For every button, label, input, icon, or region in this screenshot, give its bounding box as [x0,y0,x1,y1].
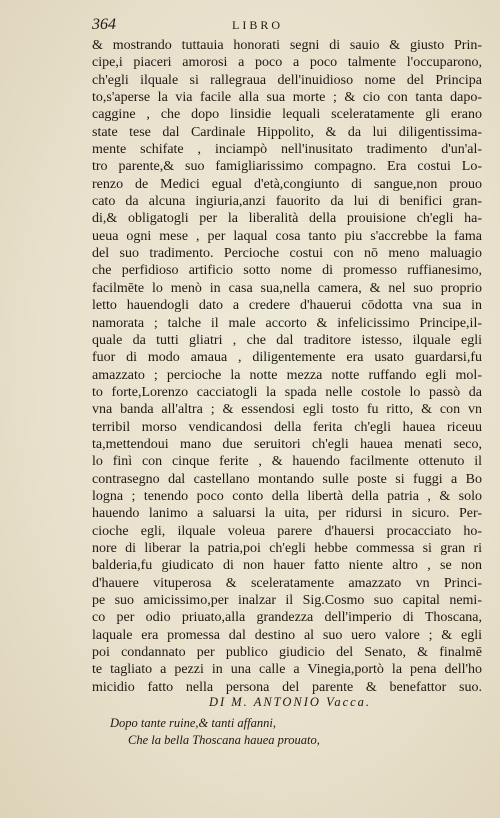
text-line: nore di liberar la patria,poi ch'egli hebbe commessa si gran ri [92,540,482,556]
text-line: vna banda all'altra ; & essendosi egli tosto fu ritto, & con vn [92,402,482,418]
text-line: contrasegno dal castellano montando sulle poste si fuggi a Bo [92,471,482,487]
text-line: ta,mettendoui mano due seruitori ch'egli hauea menati seco, [92,436,482,452]
text-line: quale da tutti gliatri , che dal traditore istesso, ilquale egli [92,332,482,348]
text-line: d'hauere vituperosa & sceleratamente amazzato vn Princi- [92,575,482,591]
author-signature: DI M. ANTONIO Vacca. [208,695,372,709]
text-line: facilmēte lo menò in casa sua,nella camera, & nel suo proprio [92,280,482,296]
text-line: letto hauendogli dato a credere d'hauerui cōdotta vna sua in [92,298,482,314]
text-line: poi condannato per publico giudicio del Senato, & finalmē [92,645,482,661]
text-line: state tese dal Cardinale Hippolito, & da lui diligentissima- [92,124,482,140]
text-line: to forte,Lorenzo cacciatogli la spada nelle costole lo passò da [92,384,482,400]
text-line: to,s'aperse la via facile alla sua morte ; & cio con tanta dapo- [92,90,482,106]
text-line: mente schifate , inciampò nell'inusitato tradimento d'un'al- [92,142,482,158]
body-text [92,37,482,696]
verse-line: Che la bella Thoscana hauea prouato, [128,733,320,747]
text-line: pe suo amicissimo,per inalzar il Sig.Cosmo suo capital nemi- [92,593,482,608]
text-line: del suo tradimento. Percioche costui con nō meno maluagio [92,246,482,262]
verse-line: Dopo tante ruine,& tanti affanni, [110,716,276,730]
text-line: laquale era promessa dal destino al suo uero valore ; & egli [92,627,482,643]
text-line: logna ; tenendo poco conto della libertà della patria , & solo [92,488,482,504]
text-line: hauendo lanimo a saluarsi la uita, per ridursi in sicuro. Per- [92,506,482,522]
page-header [92,16,482,36]
text-line: balderia,fu giudicato di non hauer fatto niente altro , se non [92,558,482,574]
text-line: tro parente,& suo famigliarissimo compagno. Era costui Lo- [92,159,482,175]
running-head: LIBRO [232,18,283,32]
text-line: co per odio priuato,alla grandezza dell'imperio di Thoscana, [92,610,482,626]
text-line: cato da alcuna ingiuria,anzi fauorito da lui di benifici gran- [92,194,482,210]
text-line: renzo de Medici egual d'età,congiunto di sangue,non prouo [92,176,482,192]
page-number: 364 [92,16,116,33]
text-line: fuor di modo amaua , diligentemente era usato guardarsi,fu [92,350,482,366]
text-line: & mostrando tuttauia honorati segni di sauio & giusto Prin- [92,38,482,53]
text-line: terribil morso vendicandosi della ferita ch'egli hauea riceuu [92,419,482,435]
verse-block [110,715,370,749]
text-line: ch'egli ilquale si rallegraua dell'inuidioso nome del Principa [92,72,482,88]
text-line: amazzato ; percioche la notte mezza notte ruffando egli mol- [92,367,482,383]
text-line: di,& obligatogli per la liberalità della prouisione ch'egli ha- [92,211,482,227]
text-line: lo finì con cinque ferite , & hauendo facilmente ottenuto il [92,454,482,470]
text-line: cipe,i piaceri amorosi a poco a poco talmente l'occuparono, [92,55,482,71]
text-line: caggine , che dopo linsidie lequali sceleratamente gli erano [92,107,482,123]
text-line: te tagliato a pezzi in una calle a Vinegia,portò la pena dell'ho [92,662,482,678]
text-line: micidio fatto nella persona del parente & benefattor suo. [92,679,482,695]
text-line: namorata ; talche il male accorto & infelicissimo Principe,il- [92,315,482,331]
text-line: cioche egli, ilquale voleua parere d'hauersi procacciato ho- [92,523,482,539]
text-line: che perfidioso artificio sotto nome di promesso ruffianesimo, [92,263,482,279]
text-line: ueua ogni mese , per laqual cosa tanto piu s'accrebbe la fama [92,228,482,244]
